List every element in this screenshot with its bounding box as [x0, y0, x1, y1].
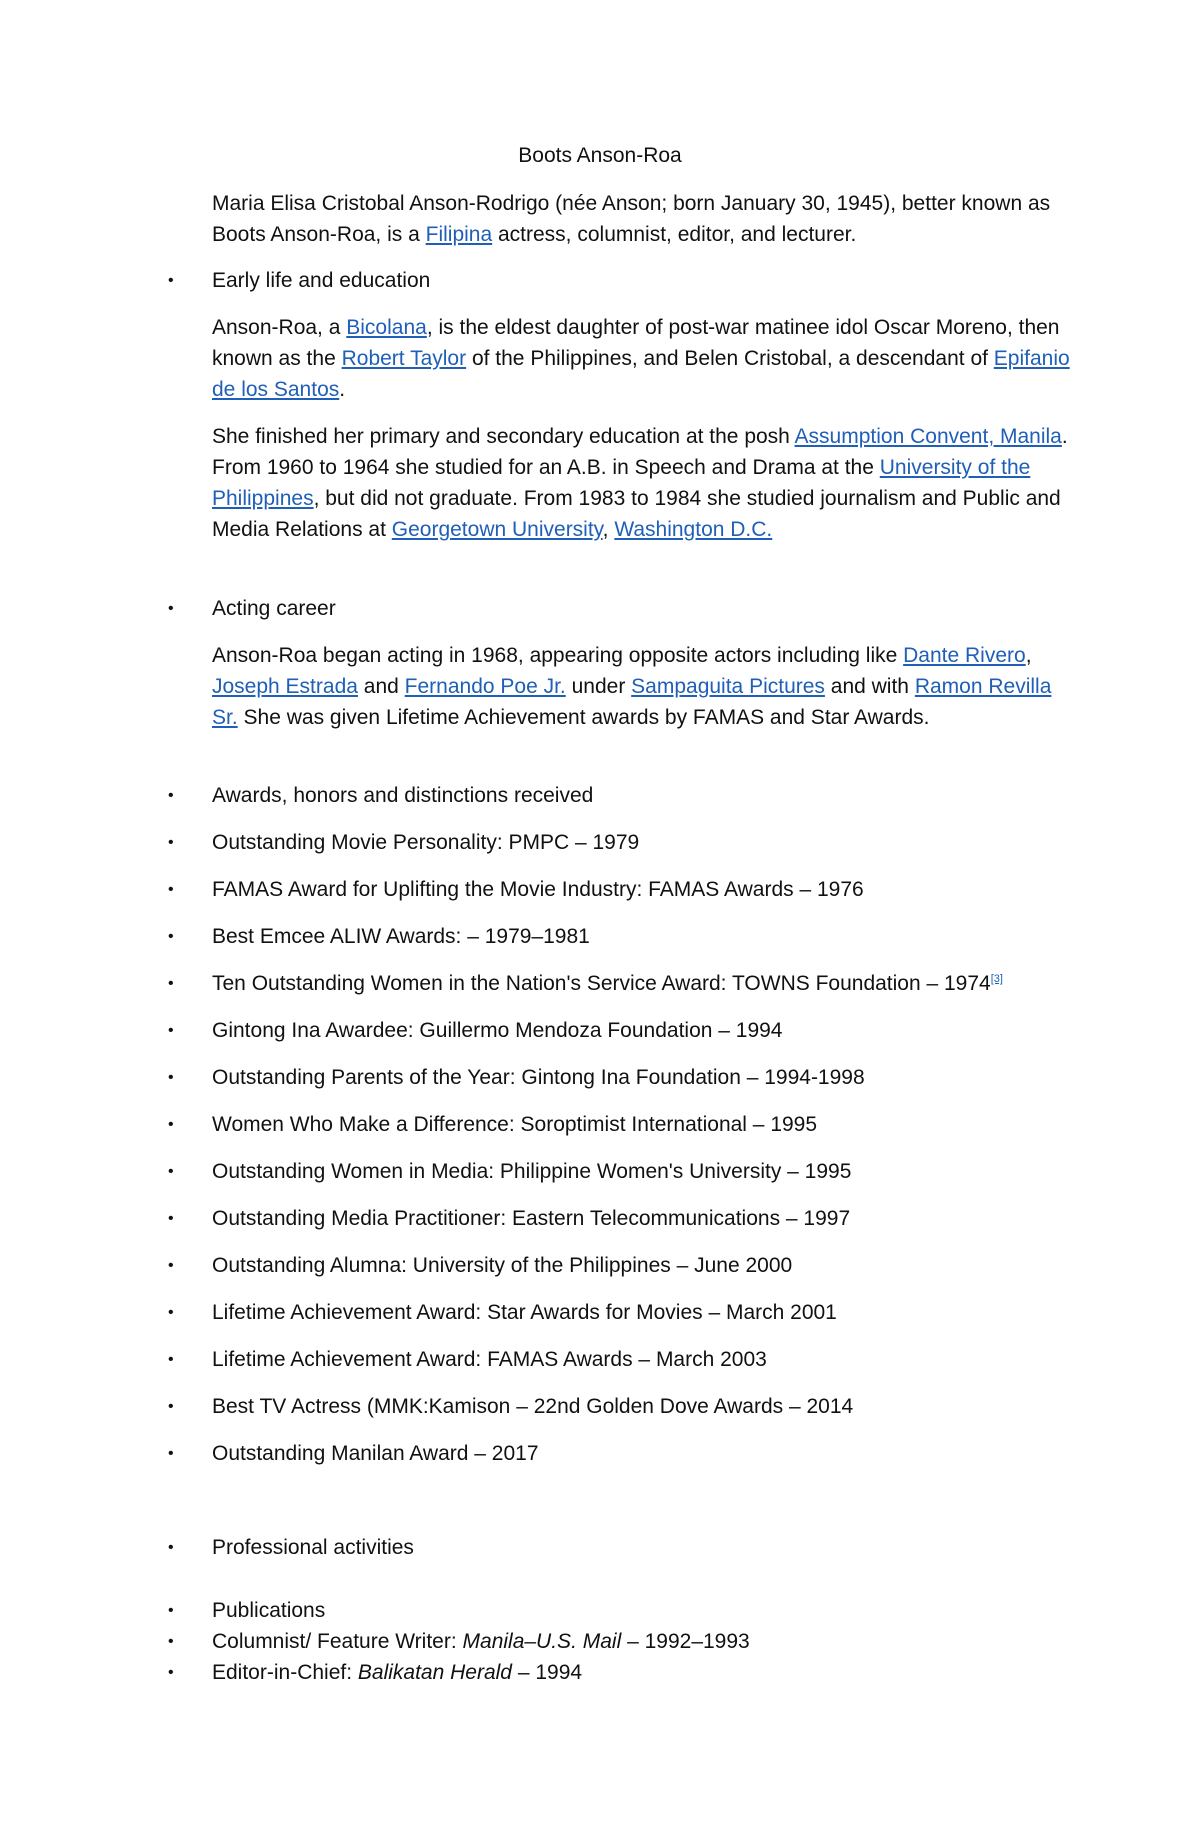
bullet-icon: • [168, 1398, 174, 1415]
section-heading: Early life and education [212, 269, 431, 292]
link-washington-dc[interactable]: Washington D.C. [614, 518, 773, 541]
bullet-icon: • [168, 1445, 174, 1462]
award-text: Outstanding Parents of the Year: Gintong Ina Foundation – 1994-1998 [212, 1066, 865, 1089]
award-text: Outstanding Manilan Award – 2017 [212, 1442, 539, 1465]
link-georgetown-university[interactable]: Georgetown University [391, 518, 603, 541]
award-text: Ten Outstanding Women in the Nation's Service Award: TOWNS Foundation – 1974 [212, 972, 991, 995]
award-item [168, 1156, 1072, 1187]
link-joseph-estrada[interactable]: Joseph Estrada [212, 675, 358, 698]
bullet-icon: • [168, 1351, 174, 1368]
publication-text [212, 1626, 1072, 1657]
award-text-container [212, 968, 1072, 999]
link-ramon-revilla-sr[interactable]: Ramon Revilla Sr. [212, 675, 1052, 729]
early-paragraph-1 [212, 312, 1072, 405]
award-item [168, 1250, 1072, 1281]
paragraph-text: , but did not graduate. From 1983 to 1984 she studied journalism and Public and Media Relations at [212, 487, 1061, 541]
award-text: Gintong Ina Awardee: Guillermo Mendoza Foundation – 1994 [212, 1019, 783, 1042]
award-text: Outstanding Women in Media: Philippine Women's University – 1995 [212, 1160, 852, 1183]
link-robert-taylor[interactable]: Robert Taylor [341, 347, 467, 370]
paragraph-text: . From 1960 to 1964 she studied for an A.B. in Speech and Drama at the [212, 425, 1068, 479]
award-text: Lifetime Achievement Award: FAMAS Awards – March 2003 [212, 1348, 767, 1371]
award-item [168, 1109, 1072, 1140]
award-item [168, 827, 1072, 858]
bullet-icon: • [168, 1069, 174, 1086]
intro-text: Maria Elisa Cristobal Anson-Rodrigo (née Anson; born January 30, 1945), better known as Boots Anson-Roa, is a [212, 192, 1051, 246]
award-item [168, 921, 1072, 952]
paragraph-text: Anson-Roa, a [212, 316, 347, 339]
award-item [168, 1297, 1072, 1328]
publication-text [212, 1657, 1072, 1688]
bullet-icon: • [168, 834, 174, 851]
bullet-icon: • [168, 1664, 174, 1681]
section-heading: Professional activities [212, 1536, 414, 1559]
award-text: Women Who Make a Difference: Soroptimist International – 1995 [212, 1113, 818, 1136]
link-bicolana[interactable]: Bicolana [346, 316, 427, 339]
bullet-icon: • [168, 787, 174, 804]
bullet-icon: • [168, 975, 174, 992]
award-item [168, 1062, 1072, 1093]
paragraph-text: , [1025, 644, 1032, 667]
publication-years: – 1992–1993 [621, 1630, 750, 1653]
document-title: Boots Anson-Roa [518, 144, 682, 167]
intro-text: actress, columnist, editor, and lecturer. [492, 223, 857, 246]
award-item [168, 1438, 1072, 1469]
award-text: Lifetime Achievement Award: Star Awards for Movies – March 2001 [212, 1301, 837, 1324]
link-epifanio-de-los-santos[interactable]: Epifanio de los Santos [212, 347, 1070, 401]
link-fernando-poe-jr[interactable]: Fernando Poe Jr. [404, 675, 566, 698]
paragraph-text: She finished her primary and secondary education at the posh [212, 425, 795, 448]
bullet-icon: • [168, 1022, 174, 1039]
bullet-icon: • [168, 272, 174, 289]
publication-title: Balikatan Herald [357, 1661, 512, 1684]
section-heading: Publications [212, 1599, 326, 1622]
paragraph-text: of the Philippines, and Belen Cristobal, a descendant of [466, 347, 994, 370]
publication-role: Columnist/ Feature Writer: [212, 1630, 463, 1653]
award-text: Outstanding Movie Personality: PMPC – 1979 [212, 831, 640, 854]
paragraph-text: and [357, 675, 405, 698]
bullet-icon: • [168, 928, 174, 945]
section-professional-activities [168, 1532, 1072, 1563]
publication-title: Manila–U.S. Mail [462, 1630, 622, 1653]
paragraph-text: Anson-Roa began acting in 1968, appearing opposite actors including like [212, 644, 904, 667]
award-item [168, 1203, 1072, 1234]
award-item [168, 968, 1072, 999]
paragraph-text: . [339, 378, 346, 401]
publication-role: Editor-in-Chief: [212, 1661, 358, 1684]
link-university-of-the-philippines[interactable]: University of the Philippines [212, 456, 1031, 510]
award-text: FAMAS Award for Uplifting the Movie Industry: FAMAS Awards – 1976 [212, 878, 864, 901]
bullet-icon: • [168, 1257, 174, 1274]
award-text: Best TV Actress (MMK:Kamison – 22nd Golden Dove Awards – 2014 [212, 1395, 854, 1418]
award-item [168, 874, 1072, 905]
section-publications [168, 1595, 1072, 1626]
early-paragraph-2 [212, 421, 1072, 545]
bullet-icon: • [168, 600, 174, 617]
paragraph-text: and with [824, 675, 915, 698]
link-assumption-convent[interactable]: Assumption Convent, Manila [794, 425, 1062, 448]
bullet-icon: • [168, 1602, 174, 1619]
publication-item [168, 1626, 1072, 1657]
section-acting-career [168, 593, 1072, 624]
bullet-icon: • [168, 1633, 174, 1650]
section-heading: Acting career [212, 597, 336, 620]
publication-years: – 1994 [511, 1661, 583, 1684]
bullet-icon: • [168, 881, 174, 898]
paragraph-text: She was given Lifetime Achievement awards by FAMAS and Star Awards. [237, 706, 930, 729]
award-text: Outstanding Media Practitioner: Eastern Telecommunications – 1997 [212, 1207, 851, 1230]
intro-paragraph [212, 188, 1072, 250]
paragraph-text: , is the eldest daughter of post-war matinee idol Oscar Moreno, then known as the [212, 316, 1060, 370]
link-sampaguita-pictures[interactable]: Sampaguita Pictures [631, 675, 825, 698]
award-text: Best Emcee ALIW Awards: – 1979–1981 [212, 925, 590, 948]
paragraph-text: , [602, 518, 615, 541]
bullet-icon: • [168, 1304, 174, 1321]
link-filipina[interactable]: Filipina [425, 223, 493, 246]
section-heading: Awards, honors and distinctions received [212, 784, 594, 807]
bullet-icon: • [168, 1116, 174, 1133]
bullet-icon: • [168, 1210, 174, 1227]
reference-link[interactable]: [3] [990, 973, 1003, 985]
section-awards [168, 780, 1072, 811]
publication-item [168, 1657, 1072, 1688]
award-item [168, 1391, 1072, 1422]
bullet-icon: • [168, 1539, 174, 1556]
section-early-life [168, 265, 1072, 296]
award-text: Outstanding Alumna: University of the Philippines – June 2000 [212, 1254, 793, 1277]
acting-paragraph [212, 640, 1072, 733]
award-item [168, 1344, 1072, 1375]
award-item [168, 1015, 1072, 1046]
link-dante-rivero[interactable]: Dante Rivero [903, 644, 1026, 667]
bullet-icon: • [168, 1163, 174, 1180]
paragraph-text: under [565, 675, 632, 698]
